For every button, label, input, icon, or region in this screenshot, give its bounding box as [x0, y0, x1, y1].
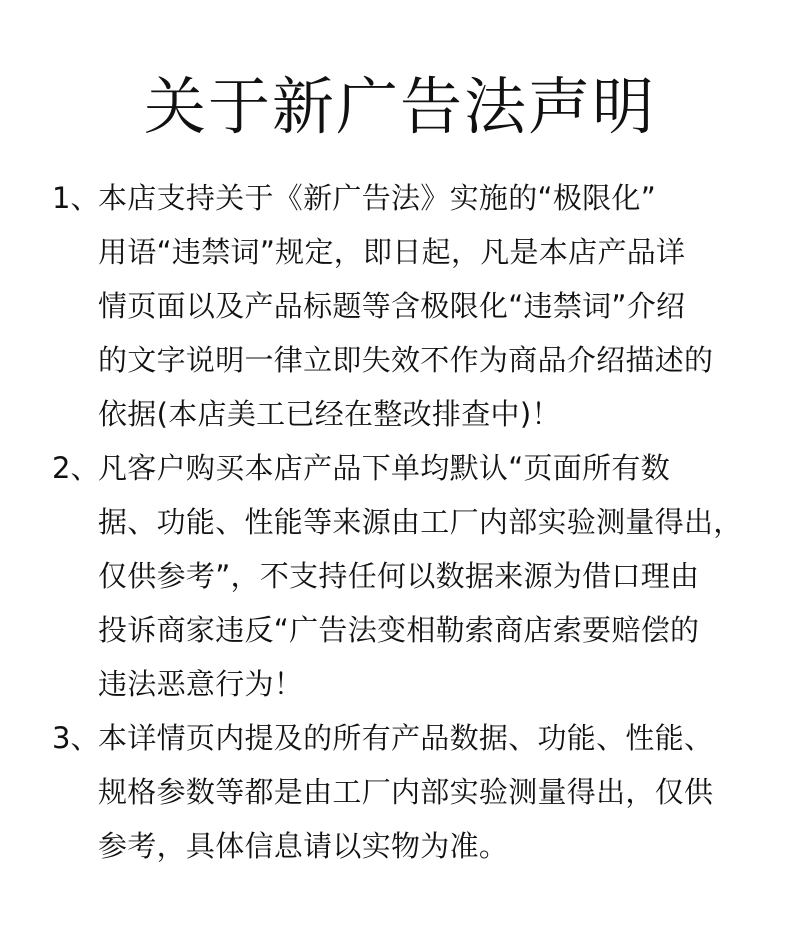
clause-list: [52, 171, 772, 873]
clause-line: 参考，具体信息请以实物为准。: [98, 829, 509, 863]
clause-3: [52, 711, 772, 873]
clause-line: 仅供参考”，不支持任何以数据来源为借口理由: [98, 559, 700, 593]
clause-line: 投诉商家违反“广告法变相勒索商店索要赔偿的: [98, 613, 700, 647]
clause-number: 3、: [52, 721, 100, 755]
clause-line: 本店支持关于《新广告法》实施的“极限化”: [98, 181, 657, 215]
clause-line: 依据(本店美工已经在整改排查中)！: [98, 397, 561, 431]
clause-2: [52, 441, 772, 711]
clause-line: 用语“违禁词”规定，即日起，凡是本店产品详: [98, 235, 686, 269]
clause-number: 2、: [52, 451, 100, 485]
clause-line: 违法恶意行为！: [98, 667, 304, 701]
clause-line: 据、功能、性能等来源由工厂内部实验测量得出，: [98, 505, 743, 539]
page-title: 关于新广告法声明: [143, 70, 656, 143]
clause-line: 凡客户购买本店产品下单均默认“页面所有数: [98, 451, 671, 485]
clause-line: 情页面以及产品标题等含极限化“违禁词”介绍: [98, 289, 686, 323]
clause-line: 本详情页内提及的所有产品数据、功能、性能、: [98, 721, 714, 755]
clause-line: 的文字说明一律立即失效不作为商品介绍描述的: [98, 343, 714, 377]
clause-1: [52, 171, 772, 441]
clause-line: 规格参数等都是由工厂内部实验测量得出，仅供: [98, 775, 714, 809]
clause-number: 1、: [52, 181, 100, 215]
